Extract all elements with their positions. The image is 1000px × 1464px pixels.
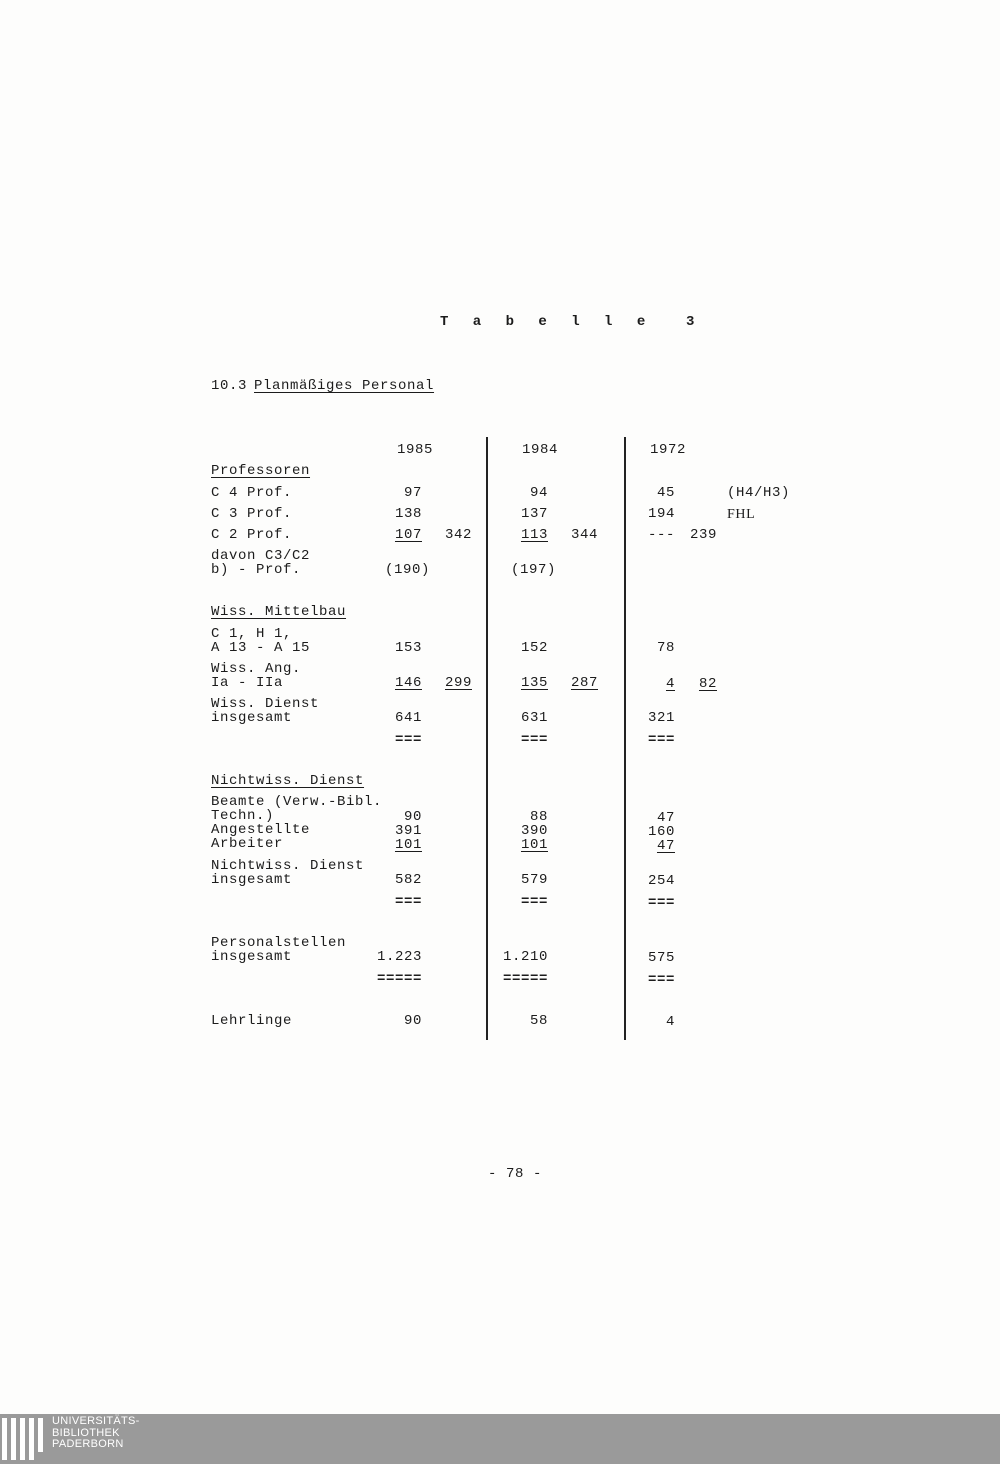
year-header-1984: 1984 <box>522 442 559 458</box>
row-label: Angestellte <box>211 822 311 838</box>
row-label: C 1, H 1, <box>211 626 293 642</box>
professoren-heading: Professoren <box>211 463 311 479</box>
double-rule: === <box>520 894 548 910</box>
row-label: A 13 - A 15 <box>211 640 311 656</box>
double-rule: === <box>647 895 675 911</box>
value-1985: 146 <box>394 675 422 691</box>
section-heading: Planmäßiges Personal <box>254 378 435 394</box>
value-1984: 579 <box>520 872 548 888</box>
double-rule: ===== <box>376 971 422 987</box>
row-label: davon C3/C2 <box>211 548 311 564</box>
row-label: b) - Prof. <box>211 562 302 578</box>
value-1972: 78 <box>656 640 675 656</box>
page-number: - 78 - <box>488 1166 543 1182</box>
row-label: Nichtwiss. Dienst <box>211 858 365 874</box>
row-label: C 3 Prof. <box>211 506 293 522</box>
subtotal-1972: 239 <box>689 527 717 543</box>
row-label: Arbeiter <box>211 836 284 852</box>
row-label: Lehrlinge <box>211 1013 293 1029</box>
value-1985: 97 <box>403 485 422 501</box>
value-1985: 641 <box>394 710 422 726</box>
row-label: Wiss. Dienst <box>211 696 320 712</box>
double-rule: === <box>647 972 675 988</box>
row-label: insgesamt <box>211 710 293 726</box>
library-footer <box>0 1414 1000 1464</box>
value-1985: 1.223 <box>376 949 422 965</box>
subtotal-1985: 299 <box>444 675 472 691</box>
value-1984: 1.210 <box>502 949 548 965</box>
library-line-3: PADERBORN <box>52 1438 124 1450</box>
double-rule: === <box>647 732 675 748</box>
year-header-1972: 1972 <box>650 442 687 458</box>
library-line-2: BIBLIOTHEK <box>52 1426 120 1439</box>
subtotal-1972: 82 <box>698 676 717 692</box>
value-1985: 582 <box>394 872 422 888</box>
row-label: Wiss. Ang. <box>211 661 302 677</box>
row-label: C 2 Prof. <box>211 527 293 543</box>
library-line-1: UNIVERSITÄTS- <box>52 1415 140 1427</box>
value-1972: 45 <box>656 485 675 501</box>
double-rule: ===== <box>502 971 548 987</box>
value-1972: --- <box>647 527 675 543</box>
value-1984: 58 <box>529 1013 548 1029</box>
value-1985: 90 <box>403 1013 422 1029</box>
value-1972: 575 <box>647 950 675 966</box>
value-1985: 391 <box>394 823 422 839</box>
value-1972: 194 <box>647 506 675 522</box>
row-label: insgesamt <box>211 872 293 888</box>
value-1985: (190) <box>384 562 430 578</box>
value-1984: 113 <box>520 527 548 543</box>
section-number: 10.3 <box>211 378 248 394</box>
double-rule: === <box>520 732 548 748</box>
value-1985: 153 <box>394 640 422 656</box>
mittelbau-heading: Wiss. Mittelbau <box>211 604 347 620</box>
row-label: C 4 Prof. <box>211 485 293 501</box>
double-rule: === <box>394 732 422 748</box>
value-1985: 107 <box>394 527 422 543</box>
value-1985: 101 <box>394 837 422 853</box>
value-1972: 321 <box>647 710 675 726</box>
row-label: insgesamt <box>211 949 293 965</box>
value-1985: 138 <box>394 506 422 522</box>
row-note: (H4/H3) <box>727 485 791 501</box>
year-header-1985: 1985 <box>397 442 434 458</box>
value-1984: 390 <box>520 823 548 839</box>
value-1984: (197) <box>510 562 556 578</box>
row-label: Personalstellen <box>211 935 347 951</box>
value-1972: 4 <box>665 676 675 692</box>
subtotal-1984: 287 <box>570 675 598 691</box>
row-label: Beamte (Verw.-Bibl. <box>211 794 383 810</box>
value-1972: 47 <box>656 838 675 854</box>
row-note: FHL <box>727 507 756 522</box>
value-1984: 152 <box>520 640 548 656</box>
column-divider-2 <box>624 437 626 1040</box>
value-1984: 94 <box>529 485 548 501</box>
value-1984: 137 <box>520 506 548 522</box>
library-name <box>52 1416 140 1451</box>
row-label: Ia - IIa <box>211 675 284 691</box>
value-1985: 90 <box>403 809 422 825</box>
value-1972: 47 <box>656 810 675 826</box>
row-label: Techn.) <box>211 808 275 824</box>
subtotal-1985: 342 <box>444 527 472 543</box>
value-1972: 160 <box>647 824 675 840</box>
value-1984: 101 <box>520 837 548 853</box>
value-1984: 135 <box>520 675 548 691</box>
value-1972: 4 <box>665 1014 675 1030</box>
table-title: T a b e l l e 3 <box>440 314 703 330</box>
value-1984: 631 <box>520 710 548 726</box>
column-divider-1 <box>486 437 488 1040</box>
subtotal-1984: 344 <box>570 527 598 543</box>
value-1972: 254 <box>647 873 675 889</box>
double-rule: === <box>394 894 422 910</box>
library-logo-icon <box>2 1418 42 1460</box>
nichtwiss-heading: Nichtwiss. Dienst <box>211 773 365 789</box>
value-1984: 88 <box>529 809 548 825</box>
